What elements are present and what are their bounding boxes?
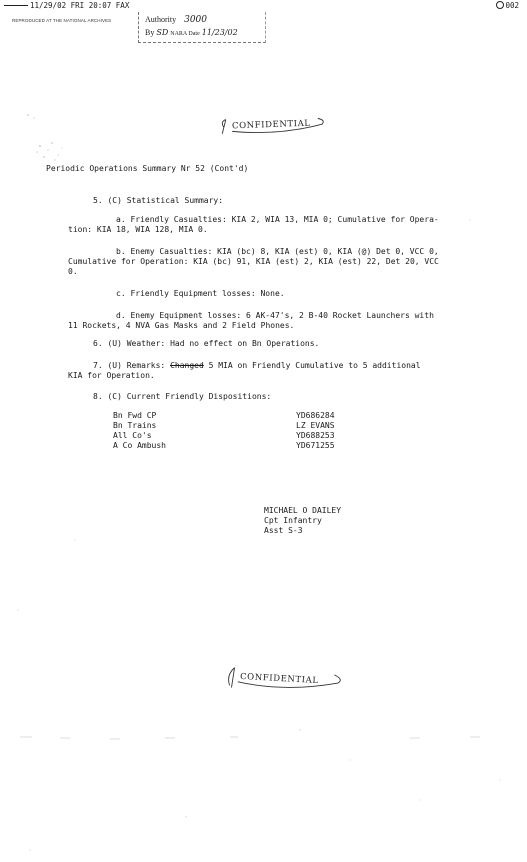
fax-ok-icon bbox=[496, 1, 504, 9]
section-6-weather: 6. (U) Weather: Had no effect on Bn Operations. bbox=[93, 339, 320, 348]
para-a-line-2: tion: KIA 18, WIA 128, MIA 0. bbox=[68, 225, 208, 234]
disposition-unit: Bn Fwd CP bbox=[113, 411, 157, 420]
para-b-line-2: Cumulative for Operation: KIA (bc) 91, KIA (est) 2, KIA (est) 22, Det 20, VCC bbox=[68, 257, 439, 266]
section-7-remarks-line-2: KIA for Operation. bbox=[68, 371, 155, 380]
section-7-prefix: 7. (U) Remarks: bbox=[93, 361, 171, 370]
section-7-rest: 5 MIA on Friendly Cumulative to 5 additional bbox=[203, 361, 421, 370]
stamp-nara-label: NARA Date bbox=[170, 31, 200, 37]
classification-bottom-text: CONFIDENTIAL bbox=[239, 671, 319, 687]
stamp-authority-value: 3000 bbox=[184, 15, 208, 25]
stamp-by-label: By bbox=[145, 28, 155, 37]
declassification-stamp bbox=[138, 12, 266, 43]
para-d-line-2: 11 Rockets, 4 NVA Gas Masks and 2 Field Phones. bbox=[68, 321, 295, 330]
stamp-by-initials: SD bbox=[156, 28, 169, 37]
reproduced-notice: REPRODUCED AT THE NATIONAL ARCHIVES bbox=[12, 18, 112, 23]
signature-position: Asst S-3 bbox=[264, 526, 303, 535]
disposition-unit: A Co Ambush bbox=[113, 441, 166, 450]
section-7-remarks-line-1 bbox=[93, 361, 421, 371]
disposition-location: LZ EVANS bbox=[296, 421, 335, 430]
para-d-line-1: d. Enemy Equipment losses: 6 AK-47's, 2 B-40 Rocket Launchers with bbox=[116, 311, 434, 320]
section-5-heading: 5. (C) Statistical Summary: bbox=[93, 196, 224, 205]
section-8-heading: 8. (C) Current Friendly Dispositions: bbox=[93, 392, 272, 401]
stamp-authority-line bbox=[145, 15, 207, 25]
stamp-date-value: 11/23/02 bbox=[201, 28, 238, 37]
classification-marking-top bbox=[232, 119, 311, 132]
disposition-location: YD686284 bbox=[296, 411, 335, 420]
para-c-line-1: c. Friendly Equipment losses: None. bbox=[116, 289, 285, 298]
classification-scribble-bottom-icon bbox=[225, 661, 346, 697]
signature-rank-branch: Cpt Infantry bbox=[264, 516, 322, 525]
classification-marking-bottom bbox=[240, 672, 319, 686]
disposition-unit: Bn Trains bbox=[113, 421, 157, 430]
para-a-line-1: a. Friendly Casualties: KIA 2, WIA 13, MIA 0; Cumulative for Opera- bbox=[116, 215, 439, 224]
signature-name: MICHAEL O DAILEY bbox=[264, 506, 342, 515]
stamp-authority-label: Authority bbox=[145, 15, 177, 24]
fax-page-number-text: 002 bbox=[505, 1, 519, 10]
para-b-line-1: b. Enemy Casualties: KIA (bc) 8, KIA (est) 0, KIA (@) Det 0, VCC 0, bbox=[116, 247, 439, 256]
fax-datetime-text: 11/29/02 FRI 20:07 FAX bbox=[30, 1, 130, 10]
disposition-unit: All Co's bbox=[113, 431, 152, 440]
classification-scribble-top-icon bbox=[218, 112, 329, 136]
disposition-location: YD688253 bbox=[296, 431, 335, 440]
stamp-by-line bbox=[145, 28, 238, 37]
fax-page-number bbox=[496, 1, 519, 11]
disposition-location: YD671255 bbox=[296, 441, 335, 450]
classification-top-text: CONFIDENTIAL bbox=[231, 118, 311, 132]
para-b-line-3: 0. bbox=[68, 267, 78, 276]
fax-header-datetime bbox=[4, 1, 129, 11]
section-7-struck-word: Changed bbox=[170, 361, 204, 370]
document-title: Periodic Operations Summary Nr 52 (Cont'd) bbox=[46, 164, 249, 173]
